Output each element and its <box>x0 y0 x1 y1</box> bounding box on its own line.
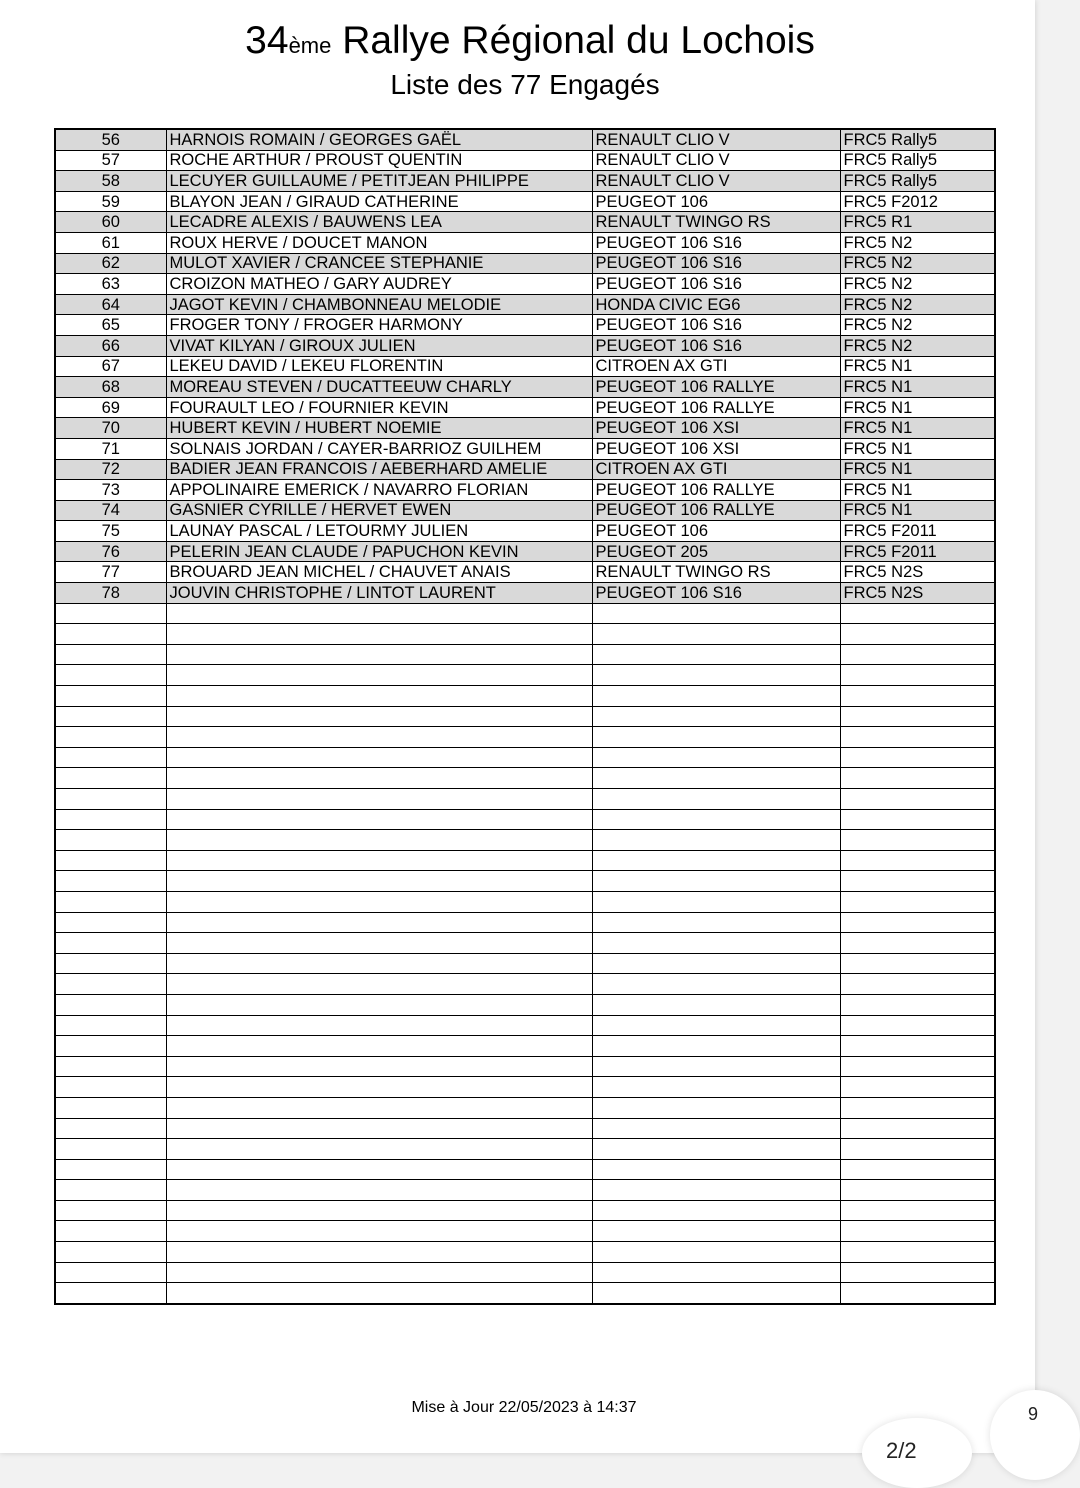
empty-cell <box>592 933 840 954</box>
empty-cell <box>592 1036 840 1057</box>
table-row <box>55 232 995 253</box>
table-row <box>55 541 995 562</box>
empty-table-row <box>55 933 995 954</box>
empty-table-row <box>55 1159 995 1180</box>
entry-number: 72 <box>55 459 166 480</box>
empty-cell <box>840 994 995 1015</box>
entry-car: RENAULT CLIO V <box>592 150 840 171</box>
empty-table-row <box>55 1180 995 1201</box>
entry-class: FRC5 N1 <box>840 500 995 521</box>
entry-car: RENAULT CLIO V <box>592 129 840 150</box>
entry-class: FRC5 Rally5 <box>840 171 995 192</box>
empty-cell <box>55 665 166 686</box>
empty-cell <box>166 1283 592 1304</box>
empty-table-row <box>55 747 995 768</box>
empty-cell <box>840 1036 995 1057</box>
entry-number: 74 <box>55 500 166 521</box>
entry-class: FRC5 R1 <box>840 212 995 233</box>
empty-cell <box>592 953 840 974</box>
empty-cell <box>166 727 592 748</box>
entry-crew: MOREAU STEVEN / DUCATTEEUW CHARLY <box>166 377 592 398</box>
entry-car: PEUGEOT 106 RALLYE <box>592 480 840 501</box>
entry-crew: PELERIN JEAN CLAUDE / PAPUCHON KEVIN <box>166 541 592 562</box>
empty-cell <box>840 1118 995 1139</box>
empty-cell <box>592 1139 840 1160</box>
entry-class: FRC5 N1 <box>840 438 995 459</box>
title-ordinal: ème <box>288 33 332 58</box>
empty-cell <box>55 809 166 830</box>
empty-cell <box>55 727 166 748</box>
entry-class: FRC5 N1 <box>840 356 995 377</box>
empty-cell <box>55 747 166 768</box>
empty-table-row <box>55 624 995 645</box>
empty-cell <box>840 953 995 974</box>
entry-crew: SOLNAIS JORDAN / CAYER-BARRIOZ GUILHEM <box>166 438 592 459</box>
empty-cell <box>166 933 592 954</box>
empty-cell <box>55 1077 166 1098</box>
empty-cell <box>840 809 995 830</box>
empty-cell <box>592 809 840 830</box>
entry-number: 78 <box>55 583 166 604</box>
empty-table-row <box>55 912 995 933</box>
empty-table-row <box>55 1097 995 1118</box>
entry-car: CITROEN AX GTI <box>592 459 840 480</box>
entry-crew: LEKEU DAVID / LEKEU FLORENTIN <box>166 356 592 377</box>
empty-cell <box>592 1180 840 1201</box>
empty-cell <box>592 850 840 871</box>
entry-crew: LECADRE ALEXIS / BAUWENS LEA <box>166 212 592 233</box>
empty-cell <box>55 1015 166 1036</box>
entry-class: FRC5 N2 <box>840 253 995 274</box>
empty-cell <box>592 1159 840 1180</box>
empty-cell <box>55 912 166 933</box>
empty-cell <box>166 1097 592 1118</box>
empty-table-row <box>55 1262 995 1283</box>
entry-number: 57 <box>55 150 166 171</box>
empty-cell <box>166 1221 592 1242</box>
empty-table-row <box>55 1200 995 1221</box>
entries-table <box>54 128 996 1305</box>
empty-cell <box>55 1118 166 1139</box>
viewer-corner-button-label: 9 <box>1028 1404 1039 1424</box>
empty-cell <box>840 706 995 727</box>
empty-table-row <box>55 1242 995 1263</box>
empty-cell <box>166 974 592 995</box>
empty-cell <box>592 1200 840 1221</box>
empty-cell <box>166 1015 592 1036</box>
empty-cell <box>166 1262 592 1283</box>
entry-car: PEUGEOT 106 XSI <box>592 418 840 439</box>
table-row <box>55 191 995 212</box>
table-row <box>55 418 995 439</box>
empty-cell <box>166 706 592 727</box>
entry-class: FRC5 N2 <box>840 315 995 336</box>
table-row <box>55 438 995 459</box>
empty-cell <box>840 871 995 892</box>
empty-table-row <box>55 1015 995 1036</box>
entry-class: FRC5 F2011 <box>840 521 995 542</box>
entry-crew: BADIER JEAN FRANCOIS / AEBERHARD AMELIE <box>166 459 592 480</box>
table-row <box>55 521 995 542</box>
empty-table-row <box>55 1036 995 1057</box>
empty-cell <box>592 1262 840 1283</box>
empty-cell <box>166 1242 592 1263</box>
empty-cell <box>166 1180 592 1201</box>
table-row <box>55 253 995 274</box>
table-row <box>55 150 995 171</box>
entry-number: 75 <box>55 521 166 542</box>
empty-table-row <box>55 1118 995 1139</box>
entry-number: 68 <box>55 377 166 398</box>
entry-crew: HUBERT KEVIN / HUBERT NOEMIE <box>166 418 592 439</box>
entry-number: 76 <box>55 541 166 562</box>
empty-cell <box>592 1283 840 1304</box>
empty-cell <box>840 1180 995 1201</box>
empty-table-row <box>55 953 995 974</box>
title-number: 34 <box>245 19 289 62</box>
entry-number: 71 <box>55 438 166 459</box>
empty-cell <box>55 706 166 727</box>
empty-cell <box>55 1242 166 1263</box>
entry-class: FRC5 N2 <box>840 335 995 356</box>
empty-cell <box>55 1283 166 1304</box>
title-text: Rallye Régional du Lochois <box>331 19 815 62</box>
entry-car: PEUGEOT 106 RALLYE <box>592 500 840 521</box>
empty-table-row <box>55 789 995 810</box>
empty-table-row <box>55 1077 995 1098</box>
empty-cell <box>55 1139 166 1160</box>
empty-cell <box>55 871 166 892</box>
entry-class: FRC5 N2S <box>840 562 995 583</box>
table-row <box>55 583 995 604</box>
empty-cell <box>840 1015 995 1036</box>
empty-cell <box>166 768 592 789</box>
empty-cell <box>592 789 840 810</box>
entry-number: 63 <box>55 274 166 295</box>
empty-cell <box>166 994 592 1015</box>
empty-table-row <box>55 665 995 686</box>
entry-car: PEUGEOT 106 RALLYE <box>592 377 840 398</box>
empty-cell <box>840 1221 995 1242</box>
entry-number: 66 <box>55 335 166 356</box>
empty-cell <box>840 1097 995 1118</box>
entry-class: FRC5 N1 <box>840 377 995 398</box>
entry-car: PEUGEOT 106 S16 <box>592 232 840 253</box>
empty-cell <box>840 686 995 707</box>
entry-crew: ROUX HERVE / DOUCET MANON <box>166 232 592 253</box>
entry-crew: LECUYER GUILLAUME / PETITJEAN PHILIPPE <box>166 171 592 192</box>
empty-cell <box>840 891 995 912</box>
empty-cell <box>55 1036 166 1057</box>
empty-cell <box>166 912 592 933</box>
entry-class: FRC5 F2011 <box>840 541 995 562</box>
empty-cell <box>840 727 995 748</box>
empty-cell <box>592 994 840 1015</box>
entry-class: FRC5 N1 <box>840 418 995 439</box>
empty-table-row <box>55 1139 995 1160</box>
entry-crew: FROGER TONY / FROGER HARMONY <box>166 315 592 336</box>
entry-number: 64 <box>55 294 166 315</box>
table-row <box>55 335 995 356</box>
table-row <box>55 274 995 295</box>
empty-cell <box>592 686 840 707</box>
entry-car: PEUGEOT 106 XSI <box>592 438 840 459</box>
entry-crew: GASNIER CYRILLE / HERVET EWEN <box>166 500 592 521</box>
empty-cell <box>840 850 995 871</box>
entry-class: FRC5 N1 <box>840 397 995 418</box>
empty-table-row <box>55 644 995 665</box>
empty-cell <box>55 1221 166 1242</box>
empty-cell <box>840 912 995 933</box>
empty-cell <box>166 686 592 707</box>
empty-cell <box>166 1139 592 1160</box>
entry-number: 60 <box>55 212 166 233</box>
empty-cell <box>55 850 166 871</box>
empty-cell <box>840 1283 995 1304</box>
empty-table-row <box>55 768 995 789</box>
empty-cell <box>166 665 592 686</box>
entry-car: PEUGEOT 106 <box>592 521 840 542</box>
empty-cell <box>840 1077 995 1098</box>
empty-cell <box>840 1200 995 1221</box>
table-row <box>55 315 995 336</box>
empty-cell <box>166 809 592 830</box>
empty-table-row <box>55 1283 995 1304</box>
empty-cell <box>592 768 840 789</box>
entry-class: FRC5 N2 <box>840 274 995 295</box>
empty-cell <box>840 768 995 789</box>
page-title <box>0 18 1060 69</box>
table-row <box>55 459 995 480</box>
empty-cell <box>592 891 840 912</box>
empty-table-row <box>55 974 995 995</box>
entry-number: 56 <box>55 129 166 150</box>
empty-cell <box>592 1056 840 1077</box>
page-indicator[interactable] <box>862 1418 972 1488</box>
empty-cell <box>166 747 592 768</box>
empty-cell <box>840 933 995 954</box>
empty-cell <box>840 1242 995 1263</box>
empty-cell <box>166 789 592 810</box>
empty-cell <box>592 644 840 665</box>
empty-cell <box>592 830 840 851</box>
empty-cell <box>592 706 840 727</box>
empty-table-row <box>55 809 995 830</box>
empty-cell <box>840 1056 995 1077</box>
entry-class: FRC5 N2 <box>840 294 995 315</box>
entry-car: PEUGEOT 106 RALLYE <box>592 397 840 418</box>
empty-cell <box>592 624 840 645</box>
empty-cell <box>166 830 592 851</box>
empty-cell <box>840 974 995 995</box>
page-indicator-label: 2/2 <box>886 1438 917 1463</box>
empty-cell <box>166 624 592 645</box>
table-row <box>55 500 995 521</box>
empty-cell <box>166 603 592 624</box>
table-row <box>55 397 995 418</box>
empty-cell <box>840 1262 995 1283</box>
entry-car: PEUGEOT 106 S16 <box>592 315 840 336</box>
table-row <box>55 129 995 150</box>
empty-cell <box>592 1118 840 1139</box>
empty-cell <box>592 1015 840 1036</box>
empty-cell <box>55 624 166 645</box>
empty-cell <box>592 871 840 892</box>
entry-number: 70 <box>55 418 166 439</box>
table-row <box>55 377 995 398</box>
entry-crew: APPOLINAIRE EMERICK / NAVARRO FLORIAN <box>166 480 592 501</box>
entry-car: PEUGEOT 205 <box>592 541 840 562</box>
empty-cell <box>592 665 840 686</box>
empty-cell <box>840 1159 995 1180</box>
entry-car: PEUGEOT 106 S16 <box>592 583 840 604</box>
empty-table-row <box>55 830 995 851</box>
empty-cell <box>55 891 166 912</box>
entries-table-body <box>55 129 995 1304</box>
entry-number: 58 <box>55 171 166 192</box>
empty-table-row <box>55 1221 995 1242</box>
entry-number: 77 <box>55 562 166 583</box>
entry-class: FRC5 Rally5 <box>840 129 995 150</box>
entry-car: PEUGEOT 106 S16 <box>592 253 840 274</box>
empty-cell <box>840 624 995 645</box>
empty-cell <box>55 1200 166 1221</box>
entry-crew: HARNOIS ROMAIN / GEORGES GAËL <box>166 129 592 150</box>
empty-cell <box>166 953 592 974</box>
entry-crew: BROUARD JEAN MICHEL / CHAUVET ANAIS <box>166 562 592 583</box>
empty-table-row <box>55 727 995 748</box>
empty-cell <box>166 1118 592 1139</box>
empty-cell <box>55 789 166 810</box>
entry-class: FRC5 N1 <box>840 480 995 501</box>
page-subtitle: Liste des 77 Engagés <box>390 69 660 100</box>
entry-number: 61 <box>55 232 166 253</box>
empty-table-row <box>55 686 995 707</box>
empty-cell <box>166 644 592 665</box>
empty-cell <box>166 1200 592 1221</box>
entry-car: PEUGEOT 106 S16 <box>592 335 840 356</box>
empty-cell <box>55 686 166 707</box>
empty-cell <box>55 603 166 624</box>
entry-car: HONDA CIVIC EG6 <box>592 294 840 315</box>
table-row <box>55 294 995 315</box>
entry-car: PEUGEOT 106 S16 <box>592 274 840 295</box>
empty-cell <box>840 644 995 665</box>
entry-car: RENAULT CLIO V <box>592 171 840 192</box>
entry-car: PEUGEOT 106 <box>592 191 840 212</box>
entry-crew: ROCHE ARTHUR / PROUST QUENTIN <box>166 150 592 171</box>
empty-cell <box>55 953 166 974</box>
empty-table-row <box>55 850 995 871</box>
update-footer: Mise à Jour 22/05/2023 à 14:37 <box>411 1399 637 1416</box>
empty-cell <box>592 1097 840 1118</box>
empty-cell <box>55 933 166 954</box>
entry-crew: JAGOT KEVIN / CHAMBONNEAU MELODIE <box>166 294 592 315</box>
entry-class: FRC5 F2012 <box>840 191 995 212</box>
empty-cell <box>840 665 995 686</box>
empty-cell <box>166 1036 592 1057</box>
empty-cell <box>592 974 840 995</box>
empty-table-row <box>55 603 995 624</box>
empty-cell <box>592 1242 840 1263</box>
entry-number: 65 <box>55 315 166 336</box>
empty-cell <box>166 1056 592 1077</box>
empty-cell <box>166 1159 592 1180</box>
table-row <box>55 171 995 192</box>
entry-number: 59 <box>55 191 166 212</box>
empty-table-row <box>55 706 995 727</box>
empty-cell <box>592 1077 840 1098</box>
entry-class: FRC5 Rally5 <box>840 150 995 171</box>
table-row <box>55 480 995 501</box>
entry-car: RENAULT TWINGO RS <box>592 562 840 583</box>
entry-crew: VIVAT KILYAN / GIROUX JULIEN <box>166 335 592 356</box>
entry-number: 62 <box>55 253 166 274</box>
empty-cell <box>166 871 592 892</box>
entry-number: 73 <box>55 480 166 501</box>
empty-cell <box>166 1077 592 1098</box>
empty-cell <box>592 603 840 624</box>
entry-class: FRC5 N1 <box>840 459 995 480</box>
entry-crew: JOUVIN CHRISTOPHE / LINTOT LAURENT <box>166 583 592 604</box>
entry-crew: CROIZON MATHEO / GARY AUDREY <box>166 274 592 295</box>
empty-cell <box>840 747 995 768</box>
entry-crew: FOURAULT LEO / FOURNIER KEVIN <box>166 397 592 418</box>
entry-crew: LAUNAY PASCAL / LETOURMY JULIEN <box>166 521 592 542</box>
empty-table-row <box>55 1056 995 1077</box>
empty-cell <box>592 727 840 748</box>
empty-cell <box>840 830 995 851</box>
empty-cell <box>55 644 166 665</box>
entry-car: CITROEN AX GTI <box>592 356 840 377</box>
empty-cell <box>592 912 840 933</box>
empty-table-row <box>55 994 995 1015</box>
empty-cell <box>840 789 995 810</box>
table-row <box>55 562 995 583</box>
entry-number: 67 <box>55 356 166 377</box>
empty-table-row <box>55 891 995 912</box>
empty-cell <box>840 603 995 624</box>
empty-cell <box>166 891 592 912</box>
empty-cell <box>55 1159 166 1180</box>
entry-number: 69 <box>55 397 166 418</box>
empty-cell <box>55 1180 166 1201</box>
entry-car: RENAULT TWINGO RS <box>592 212 840 233</box>
empty-cell <box>55 830 166 851</box>
empty-table-row <box>55 871 995 892</box>
empty-cell <box>55 1262 166 1283</box>
viewer-corner-button[interactable] <box>990 1390 1080 1480</box>
empty-cell <box>840 1139 995 1160</box>
entry-class: FRC5 N2 <box>840 232 995 253</box>
empty-cell <box>55 1097 166 1118</box>
empty-cell <box>55 994 166 1015</box>
entry-crew: MULOT XAVIER / CRANCEE STEPHANIE <box>166 253 592 274</box>
empty-cell <box>592 747 840 768</box>
entry-crew: BLAYON JEAN / GIRAUD CATHERINE <box>166 191 592 212</box>
entry-class: FRC5 N2S <box>840 583 995 604</box>
empty-cell <box>55 1056 166 1077</box>
table-row <box>55 212 995 233</box>
empty-cell <box>55 974 166 995</box>
empty-cell <box>166 850 592 871</box>
table-row <box>55 356 995 377</box>
empty-cell <box>592 1221 840 1242</box>
empty-cell <box>55 768 166 789</box>
